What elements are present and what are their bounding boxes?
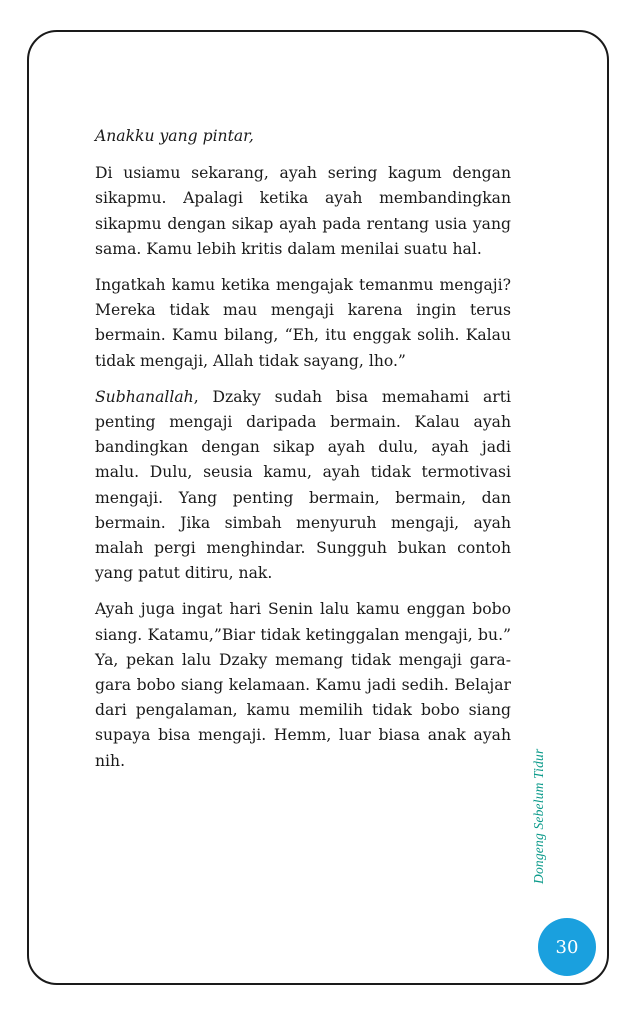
paragraph-3-text: , Dzaky sudah bisa memahami arti penting mengaji daripada bermain. Kalau ayah bandingkan dengan sikap ayah dulu, ayah jadi malu. Dulu, seusia kamu, ayah tidak termotivasi mengaji. Yang penting bermain, bermain, dan bermain. Jika simbah menyuruh mengaji, ayah malah pergi menghindar. Sungguh bukan contoh yang patut ditiru, nak. [95, 387, 511, 583]
paragraph-4: Ayah juga ingat hari Senin lalu kamu enggan bobo siang. Katamu,”Biar tidak ketinggalan mengaji, bu.” Ya, pekan lalu Dzaky memang tidak mengaji gara-gara bobo siang kelamaan. Kamu jadi sedih. Belajar dari pengalaman, kamu memilih tidak bobo siang supaya bisa mengaji. Hemm, luar biasa anak ayah nih. [95, 600, 511, 770]
book-title-side-label: Dongeng Sebelum Tidur [531, 748, 546, 884]
paragraph-3-emphasis: Subhanallah [95, 387, 194, 406]
paragraph-3 [95, 385, 511, 587]
paragraph-1: Di usiamu sekarang, ayah sering kagum dengan sikapmu. Apalagi ketika ayah membandingkan sikapmu dengan sikap ayah pada rentang usia yang sama. Kamu lebih kritis dalam menilai suatu hal. [95, 164, 511, 258]
paragraph-2: Ingatkah kamu ketika mengajak temanmu mengaji? Mereka tidak mau mengaji karena ingin terus bermain. Kamu bilang, “Eh, itu enggak solih. Kalau tidak mengaji, Allah tidak sayang, lho.” [95, 276, 511, 370]
greeting: Anakku yang pintar, [95, 127, 254, 145]
page-number-badge: 30 [538, 918, 596, 976]
page-body [95, 124, 511, 785]
